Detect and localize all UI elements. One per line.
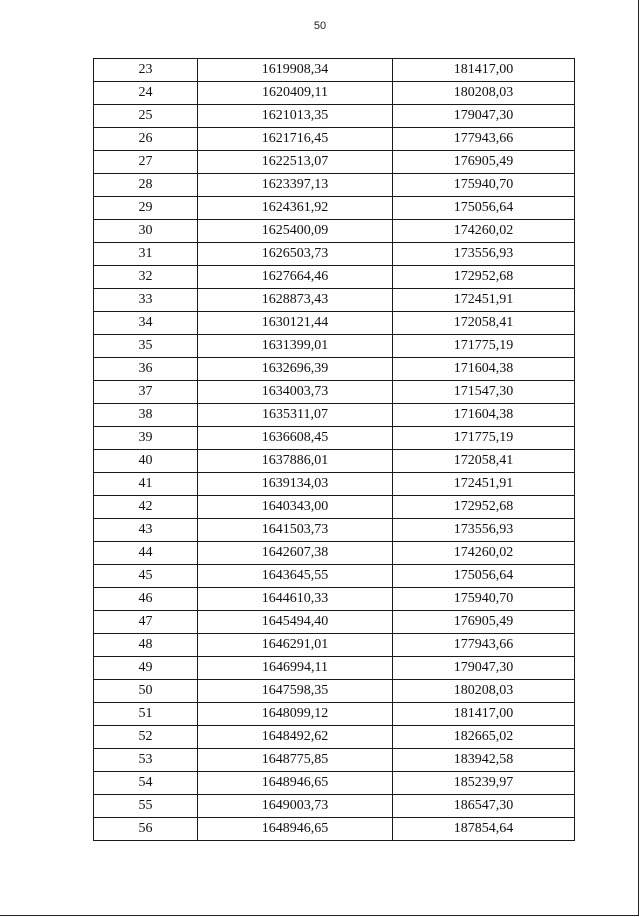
- y-coordinate-cell: 175056,64: [393, 565, 575, 588]
- y-coordinate-cell: 176905,49: [393, 611, 575, 634]
- y-coordinate-cell: 177943,66: [393, 634, 575, 657]
- point-number-cell: 42: [94, 496, 198, 519]
- point-number-cell: 54: [94, 772, 198, 795]
- y-coordinate-cell: 171775,19: [393, 335, 575, 358]
- point-number-cell: 27: [94, 151, 198, 174]
- point-number-cell: 25: [94, 105, 198, 128]
- y-coordinate-cell: 180208,03: [393, 680, 575, 703]
- y-coordinate-cell: 174260,02: [393, 542, 575, 565]
- point-number-cell: 29: [94, 197, 198, 220]
- point-number-cell: 34: [94, 312, 198, 335]
- y-coordinate-cell: 175056,64: [393, 197, 575, 220]
- x-coordinate-cell: 1645494,40: [198, 611, 393, 634]
- table-row: [94, 82, 575, 105]
- point-number-cell: 23: [94, 59, 198, 82]
- x-coordinate-cell: 1623397,13: [198, 174, 393, 197]
- y-coordinate-cell: 175940,70: [393, 588, 575, 611]
- point-number-cell: 47: [94, 611, 198, 634]
- y-coordinate-cell: 185239,97: [393, 772, 575, 795]
- x-coordinate-cell: 1632696,39: [198, 358, 393, 381]
- point-number-cell: 36: [94, 358, 198, 381]
- y-coordinate-cell: 174260,02: [393, 220, 575, 243]
- y-coordinate-cell: 171547,30: [393, 381, 575, 404]
- point-number-cell: 35: [94, 335, 198, 358]
- y-coordinate-cell: 172451,91: [393, 289, 575, 312]
- table-row: [94, 634, 575, 657]
- x-coordinate-cell: 1630121,44: [198, 312, 393, 335]
- y-coordinate-cell: 172451,91: [393, 473, 575, 496]
- coordinates-table-body: [94, 59, 575, 841]
- x-coordinate-cell: 1637886,01: [198, 450, 393, 473]
- x-coordinate-cell: 1634003,73: [198, 381, 393, 404]
- y-coordinate-cell: 172952,68: [393, 496, 575, 519]
- x-coordinate-cell: 1628873,43: [198, 289, 393, 312]
- table-row: [94, 59, 575, 82]
- table-row: [94, 703, 575, 726]
- table-row: [94, 726, 575, 749]
- point-number-cell: 39: [94, 427, 198, 450]
- x-coordinate-cell: 1649003,73: [198, 795, 393, 818]
- y-coordinate-cell: 176905,49: [393, 151, 575, 174]
- page-number: 50: [313, 20, 327, 32]
- x-coordinate-cell: 1619908,34: [198, 59, 393, 82]
- y-coordinate-cell: 177943,66: [393, 128, 575, 151]
- x-coordinate-cell: 1625400,09: [198, 220, 393, 243]
- table-row: [94, 542, 575, 565]
- table-row: [94, 611, 575, 634]
- table-row: [94, 335, 575, 358]
- table-row: [94, 818, 575, 841]
- x-coordinate-cell: 1648492,62: [198, 726, 393, 749]
- x-coordinate-cell: 1635311,07: [198, 404, 393, 427]
- y-coordinate-cell: 173556,93: [393, 243, 575, 266]
- x-coordinate-cell: 1639134,03: [198, 473, 393, 496]
- y-coordinate-cell: 187854,64: [393, 818, 575, 841]
- x-coordinate-cell: 1644610,33: [198, 588, 393, 611]
- coordinates-table: [93, 58, 575, 841]
- point-number-cell: 43: [94, 519, 198, 542]
- point-number-cell: 51: [94, 703, 198, 726]
- x-coordinate-cell: 1647598,35: [198, 680, 393, 703]
- x-coordinate-cell: 1641503,73: [198, 519, 393, 542]
- y-coordinate-cell: 171604,38: [393, 358, 575, 381]
- table-row: [94, 151, 575, 174]
- point-number-cell: 32: [94, 266, 198, 289]
- point-number-cell: 55: [94, 795, 198, 818]
- table-row: [94, 565, 575, 588]
- x-coordinate-cell: 1646994,11: [198, 657, 393, 680]
- x-coordinate-cell: 1648099,12: [198, 703, 393, 726]
- x-coordinate-cell: 1648775,85: [198, 749, 393, 772]
- point-number-cell: 40: [94, 450, 198, 473]
- table-row: [94, 519, 575, 542]
- table-row: [94, 749, 575, 772]
- y-coordinate-cell: 180208,03: [393, 82, 575, 105]
- table-row: [94, 496, 575, 519]
- x-coordinate-cell: 1648946,65: [198, 772, 393, 795]
- y-coordinate-cell: 172952,68: [393, 266, 575, 289]
- table-row: [94, 381, 575, 404]
- point-number-cell: 46: [94, 588, 198, 611]
- point-number-cell: 48: [94, 634, 198, 657]
- point-number-cell: 44: [94, 542, 198, 565]
- y-coordinate-cell: 171604,38: [393, 404, 575, 427]
- y-coordinate-cell: 179047,30: [393, 105, 575, 128]
- x-coordinate-cell: 1624361,92: [198, 197, 393, 220]
- y-coordinate-cell: 172058,41: [393, 450, 575, 473]
- table-row: [94, 450, 575, 473]
- y-coordinate-cell: 181417,00: [393, 59, 575, 82]
- x-coordinate-cell: 1621716,45: [198, 128, 393, 151]
- table-row: [94, 404, 575, 427]
- table-row: [94, 795, 575, 818]
- table-row: [94, 128, 575, 151]
- y-coordinate-cell: 173556,93: [393, 519, 575, 542]
- point-number-cell: 45: [94, 565, 198, 588]
- y-coordinate-cell: 171775,19: [393, 427, 575, 450]
- x-coordinate-cell: 1646291,01: [198, 634, 393, 657]
- point-number-cell: 31: [94, 243, 198, 266]
- table-row: [94, 427, 575, 450]
- table-row: [94, 105, 575, 128]
- y-coordinate-cell: 181417,00: [393, 703, 575, 726]
- table-row: [94, 680, 575, 703]
- point-number-cell: 26: [94, 128, 198, 151]
- x-coordinate-cell: 1640343,00: [198, 496, 393, 519]
- table-row: [94, 772, 575, 795]
- point-number-cell: 50: [94, 680, 198, 703]
- point-number-cell: 52: [94, 726, 198, 749]
- table-row: [94, 220, 575, 243]
- y-coordinate-cell: 172058,41: [393, 312, 575, 335]
- point-number-cell: 53: [94, 749, 198, 772]
- x-coordinate-cell: 1627664,46: [198, 266, 393, 289]
- table-row: [94, 657, 575, 680]
- table-row: [94, 312, 575, 335]
- point-number-cell: 56: [94, 818, 198, 841]
- table-row: [94, 266, 575, 289]
- point-number-cell: 28: [94, 174, 198, 197]
- y-coordinate-cell: 182665,02: [393, 726, 575, 749]
- x-coordinate-cell: 1631399,01: [198, 335, 393, 358]
- table-row: [94, 358, 575, 381]
- y-coordinate-cell: 179047,30: [393, 657, 575, 680]
- table-row: [94, 243, 575, 266]
- point-number-cell: 37: [94, 381, 198, 404]
- x-coordinate-cell: 1626503,73: [198, 243, 393, 266]
- x-coordinate-cell: 1643645,55: [198, 565, 393, 588]
- table-row: [94, 473, 575, 496]
- point-number-cell: 33: [94, 289, 198, 312]
- table-row: [94, 174, 575, 197]
- point-number-cell: 38: [94, 404, 198, 427]
- x-coordinate-cell: 1622513,07: [198, 151, 393, 174]
- table-row: [94, 588, 575, 611]
- y-coordinate-cell: 183942,58: [393, 749, 575, 772]
- y-coordinate-cell: 175940,70: [393, 174, 575, 197]
- point-number-cell: 41: [94, 473, 198, 496]
- table-row: [94, 289, 575, 312]
- x-coordinate-cell: 1636608,45: [198, 427, 393, 450]
- x-coordinate-cell: 1648946,65: [198, 818, 393, 841]
- table-row: [94, 197, 575, 220]
- point-number-cell: 30: [94, 220, 198, 243]
- point-number-cell: 49: [94, 657, 198, 680]
- x-coordinate-cell: 1620409,11: [198, 82, 393, 105]
- point-number-cell: 24: [94, 82, 198, 105]
- x-coordinate-cell: 1642607,38: [198, 542, 393, 565]
- x-coordinate-cell: 1621013,35: [198, 105, 393, 128]
- y-coordinate-cell: 186547,30: [393, 795, 575, 818]
